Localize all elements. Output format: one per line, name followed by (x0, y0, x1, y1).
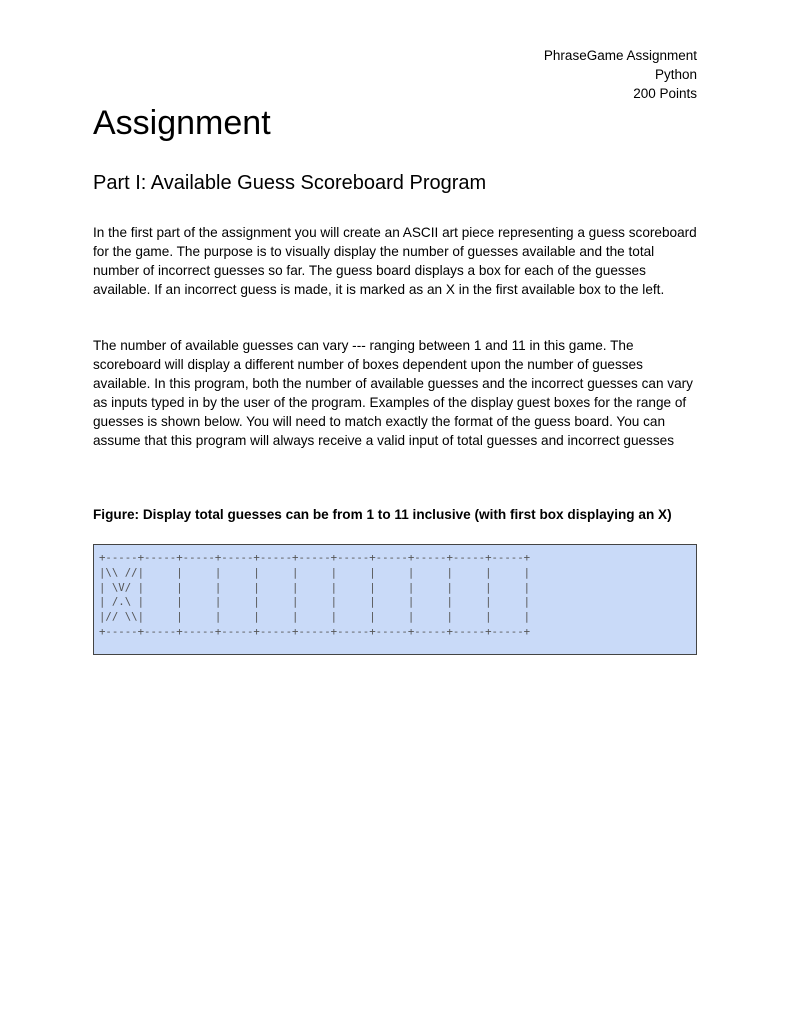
header-language: Python (654, 67, 697, 82)
part1-paragraph-2: The number of available guesses can vary --- ranging between 1 and 11 in this game. The scoreboard will display a different number of boxes dependent upon the number of guesses available. In this program, both the number of available guesses and the incorrect guesses can vary as inputs typed in by the user of the program. Examples of the display guest boxes for the range of guesses is shown below. You will need to match exactly the format of the guess board. You can assume that this program will always receive a valid input of total guesses and incorrect guesses (93, 338, 693, 448)
header-assignment-name: PhraseGame Assignment (543, 48, 697, 63)
document-header (544, 46, 697, 103)
ascii-scoreboard-text: +-----+-----+-----+-----+-----+-----+-----+-----+-----+-----+-----+ |\\ //| | | | | | | | | | | | \V/ | | | | | | | | | | | | /.\ | | | | | | | | | | | |// \\| | | | | | | | | | | +-----+-----+-----+-----+-----+-----+-----+-----+-----+-----+-----+ (99, 551, 531, 638)
header-points: 200 Points (633, 86, 697, 101)
part1-paragraph-1: In the first part of the assignment you will create an ASCII art piece representing a guess scoreboard for the game. The purpose is to visually display the number of guesses available and the total number of incorrect guesses so far. The guess board displays a box for each of the guesses available. If an incorrect guess is made, it is marked as an X in the first available box to the left. (93, 225, 697, 297)
page-title: Assignment (93, 104, 271, 142)
ascii-scoreboard-figure (93, 544, 697, 655)
figure-caption: Figure: Display total guesses can be from 1 to 11 inclusive (with first box displaying an X) (93, 507, 672, 522)
part1-heading: Part I: Available Guess Scoreboard Program (93, 172, 487, 194)
